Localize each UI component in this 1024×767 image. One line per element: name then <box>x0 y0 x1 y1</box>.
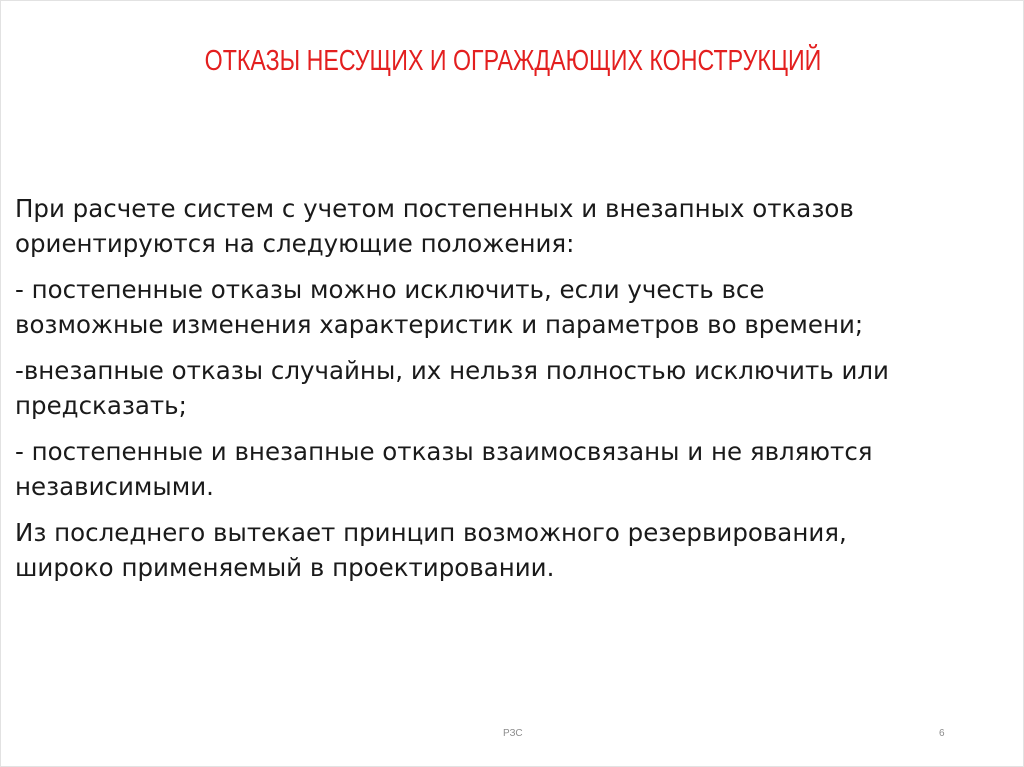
paragraph-line: независимыми. <box>15 472 214 501</box>
paragraph-sudden-failures <box>15 353 1005 423</box>
paragraph-line: При расчете систем с учетом постепенных и внезапных отказов <box>15 194 854 223</box>
paragraph-line: ориентируются на следующие положения: <box>15 229 575 258</box>
paragraph-intro <box>15 191 1005 261</box>
paragraph-line: предсказать; <box>15 391 187 420</box>
slide-body <box>15 191 1005 596</box>
paragraph-line: широко применяемый в проектировании. <box>15 553 555 582</box>
paragraph-conclusion <box>15 515 1005 585</box>
paragraph-line: - постепенные и внезапные отказы взаимосвязаны и не являются <box>15 437 873 466</box>
paragraph-interrelated-failures <box>15 434 1005 504</box>
paragraph-line: возможные изменения характеристик и параметров во времени; <box>15 310 864 339</box>
slide-title: ОТКАЗЫ НЕСУЩИХ И ОГРАЖДАЮЩИХ КОНСТРУКЦИЙ <box>204 45 822 77</box>
paragraph-line: - постепенные отказы можно исключить, если учесть все <box>15 275 765 304</box>
page-number: 6 <box>939 728 945 739</box>
paragraph-line: -внезапные отказы случайны, их нельзя полностью исключить или <box>15 356 889 385</box>
paragraph-line: Из последнего вытекает принцип возможного резервирования, <box>15 518 847 547</box>
paragraph-gradual-failures <box>15 272 1005 342</box>
footer-text: РЗС <box>503 728 523 739</box>
